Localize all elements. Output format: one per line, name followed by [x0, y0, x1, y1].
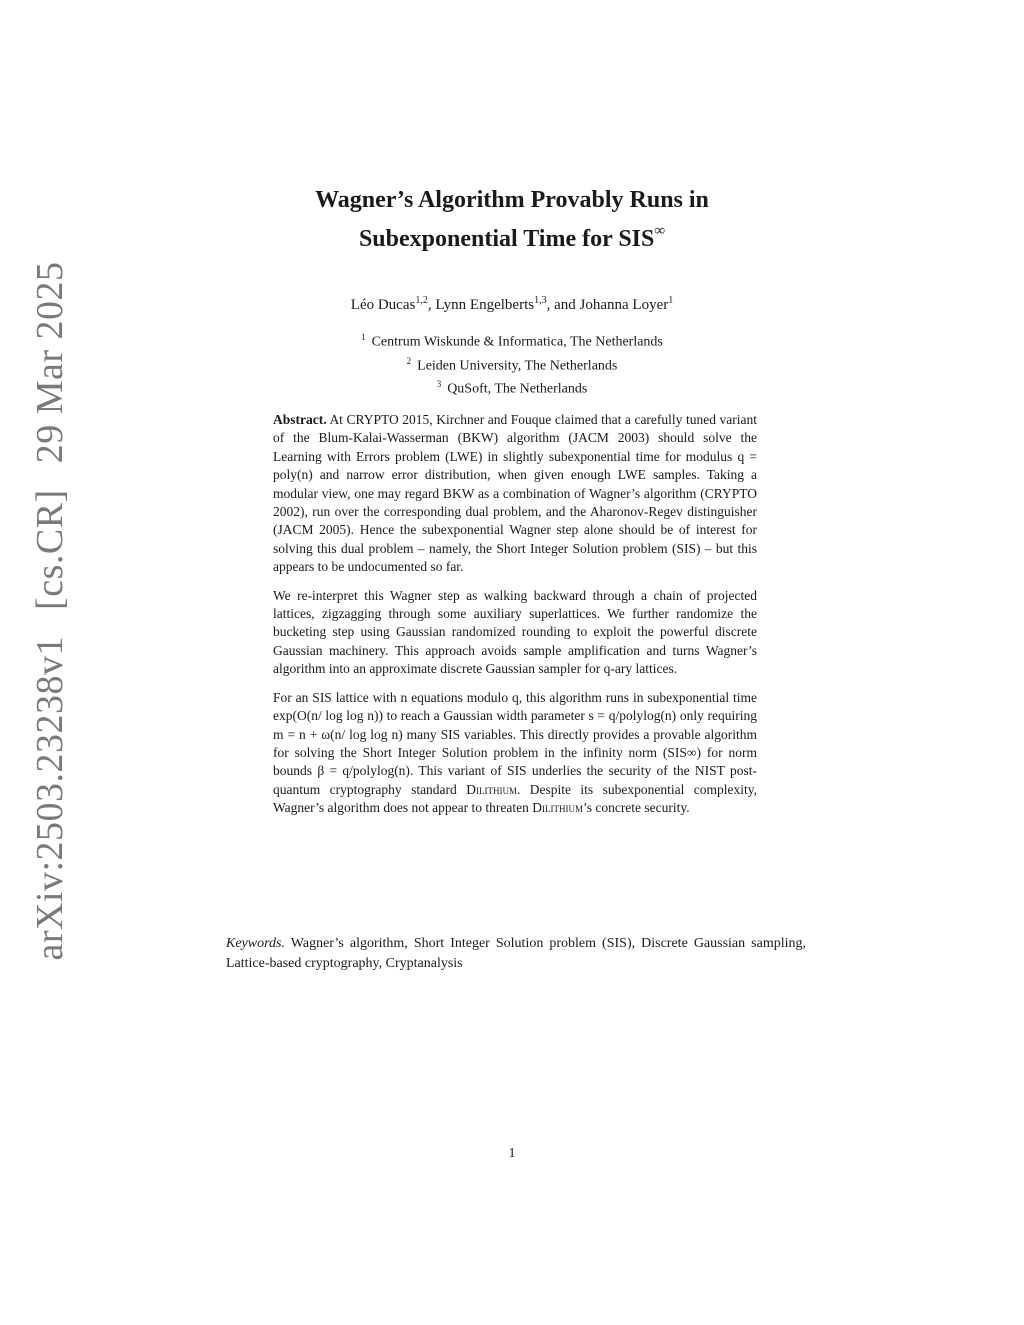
author-affiliation-marker: 1,2 [415, 295, 428, 306]
arxiv-id: arXiv:2503.23238v1 [29, 635, 71, 961]
author-name: Johanna Loyer [579, 297, 669, 313]
abstract-label: Abstract. [273, 412, 327, 427]
page-number: 1 [508, 1146, 516, 1161]
title-line-2: Subexponential Time for SIS [358, 226, 655, 252]
author-affiliation-marker: 1 [668, 295, 674, 306]
keywords-text: Wagner’s algorithm, Short Integer Solution problem (SIS), Discrete Gaussian sampling, Lattice-based cryptography, Cryptanalysis [226, 936, 807, 971]
keywords [226, 934, 806, 974]
paper-title [0, 184, 1024, 256]
abstract [273, 411, 757, 828]
author-name: Léo Ducas [350, 297, 416, 313]
author-affiliation-marker: 1,3 [534, 295, 547, 306]
title-superscript: ∞ [654, 223, 666, 239]
affiliation-item: $^2$ Leiden University, The Netherlands [406, 355, 618, 374]
abstract-paragraph-3: For an SIS lattice with n equations modulo q, this algorithm runs in subexponential time exp(O(n/ log log n)) to reach a Gaussian width parameter s = q/polylog(n) only requiring m = n + ω(n/ log log n) many SIS variables. This directly provides a provable algorithm for solving the Short Integer Solution problem in the infinity norm (SIS∞) for norm bounds β = q/polylog(n). This variant of SIS underlies the security of the NIST post-quantum cryptography standard Dilithium. Despite its subexponential complexity, Wagner’s algorithm does not appear to threaten Dilithium’s concrete security. [273, 689, 757, 816]
affiliation-item: $^3$ QuSoft, The Netherlands [436, 379, 588, 397]
keywords-label: Keywords. [226, 936, 285, 951]
arxiv-date: 29 Mar 2025 [29, 261, 71, 464]
dilithium-name: Dilithium [532, 800, 583, 816]
arxiv-category: [cs.CR] [29, 489, 71, 610]
affiliation-list [0, 328, 1024, 399]
abstract-paragraph-1: Abstract. At CRYPTO 2015, Kirchner and Fouque claimed that a carefully tuned variant of the Blum-Kalai-Wasserman (BKW) algorithm (JACM 2003) should solve the Learning with Errors problem (LWE) in slightly subexponential time for modulus q = poly(n) and narrow error distribution, when given enough LWE samples. Taking a modular view, one may regard BKW as a combination of Wagner’s algorithm (CRYPTO 2002), run over the corresponding dual problem, and the Aharonov-Regev distinguisher (JACM 2005). Hence the subexponential Wagner step alone should be of interest for solving this dual problem – namely, the Short Integer Solution problem (SIS) – but this appears to be undocumented so far. [273, 412, 757, 575]
affiliation-item: $^1$ Centrum Wiskunde & Informatica, The Netherlands [361, 332, 663, 350]
abstract-paragraph-2: We re-interpret this Wagner step as walking backward through a chain of projected lattices, zigzagging through some auxiliary superlattices. We further randomize the bucketing step using Gaussian randomized rounding to exploit the powerful discrete Gaussian machinery. This approach avoids sample amplification and turns Wagner’s algorithm into an approximate discrete Gaussian sampler for q-ary lattices. [273, 587, 757, 677]
author-name: Lynn Engelberts [435, 297, 535, 313]
title-line-1: Wagner’s Algorithm Provably Runs in [315, 187, 709, 213]
dilithium-name: Dilithium [466, 781, 517, 797]
author-list: Léo Ducas$^{1,2}$, Lynn Engelberts$^{1,3}$, and Johanna Loyer$^1$ [350, 295, 674, 313]
